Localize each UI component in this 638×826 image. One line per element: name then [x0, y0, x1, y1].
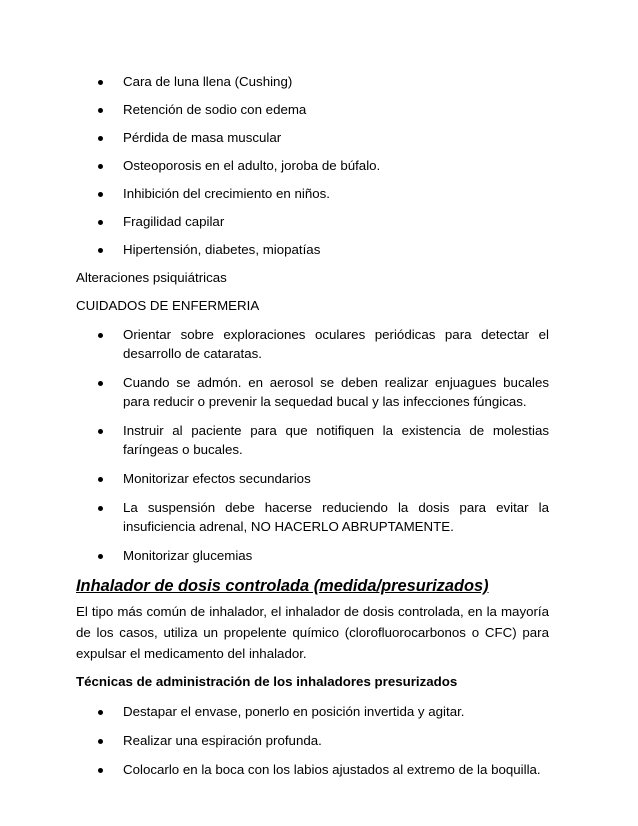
bullet-icon	[98, 506, 103, 511]
list-item: Hipertensión, diabetes, miopatías	[76, 240, 549, 259]
list-item: Orientar sobre exploraciones oculares periódicas para detectar el desarrollo de cataratas.	[76, 325, 549, 363]
bullet-icon	[98, 710, 103, 715]
list-item: Pérdida de masa muscular	[76, 128, 549, 147]
list-item: Destapar el envase, ponerlo en posición invertida y agitar.	[76, 702, 549, 721]
list-item: Monitorizar efectos secundarios	[76, 469, 549, 488]
list-item: Cara de luna llena (Cushing)	[76, 72, 549, 91]
page-content	[76, 72, 549, 789]
technique-list	[76, 702, 549, 779]
bullet-icon	[98, 248, 103, 253]
bullet-icon	[98, 429, 103, 434]
bullet-icon	[98, 768, 103, 773]
list-item: Retención de sodio con edema	[76, 100, 549, 119]
nursing-care-list	[76, 325, 549, 565]
bullet-icon	[98, 477, 103, 482]
bullet-icon	[98, 220, 103, 225]
list-item: Osteoporosis en el adulto, joroba de búfalo.	[76, 156, 549, 175]
bullet-icon	[98, 333, 103, 338]
list-item: Cuando se admón. en aerosol se deben realizar enjuagues bucales para reducir o prevenir la sequedad bucal y las infecciones fúngicas.	[76, 373, 549, 411]
list-item: Monitorizar glucemias	[76, 546, 549, 565]
list-item: Colocarlo en la boca con los labios ajustados al extremo de la boquilla.	[76, 760, 549, 779]
inhaler-paragraph: El tipo más común de inhalador, el inhalador de dosis controlada, en la mayoría de los casos, utiliza un propelente químico (clorofluorocarbonos o CFC) para expulsar el medicamento del inhalador.	[76, 604, 549, 661]
inhaler-heading: Inhalador de dosis controlada (medida/presurizados)	[76, 577, 489, 595]
list-item: Realizar una espiración profunda.	[76, 731, 549, 750]
psych-alterations-line: Alteraciones psiquiátricas	[76, 270, 227, 285]
list-item: Fragilidad capilar	[76, 212, 549, 231]
bullet-icon	[98, 554, 103, 559]
list-item: Inhibición del crecimiento en niños.	[76, 184, 549, 203]
bullet-icon	[98, 80, 103, 85]
list-item: Instruir al paciente para que notifiquen la existencia de molestias faríngeas o bucales.	[76, 421, 549, 459]
side-effects-list	[76, 72, 549, 259]
bullet-icon	[98, 108, 103, 113]
bullet-icon	[98, 381, 103, 386]
technique-title: Técnicas de administración de los inhaladores presurizados	[76, 674, 458, 689]
list-item: La suspensión debe hacerse reduciendo la dosis para evitar la insuficiencia adrenal, NO HACERLO ABRUPTAMENTE.	[76, 498, 549, 536]
nursing-care-title: CUIDADOS DE ENFERMERIA	[76, 298, 260, 313]
bullet-icon	[98, 739, 103, 744]
bullet-icon	[98, 136, 103, 141]
bullet-icon	[98, 164, 103, 169]
bullet-icon	[98, 192, 103, 197]
